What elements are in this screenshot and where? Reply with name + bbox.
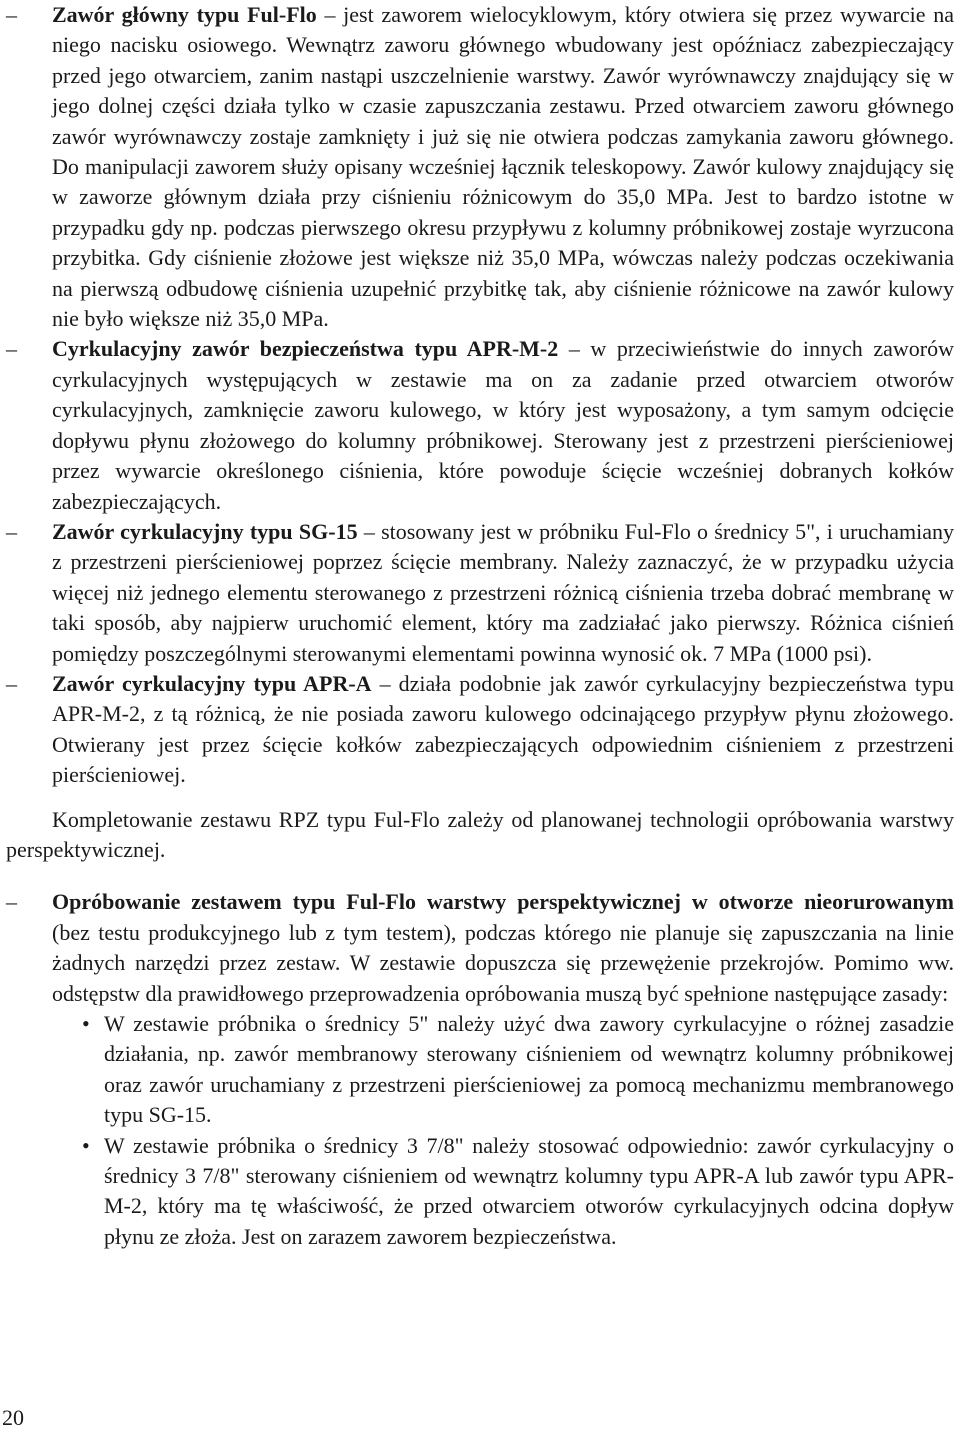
list-item: [6, 334, 954, 516]
item-text: – stosowany jest w próbniku Ful-Flo o średnicy 5", i uruchamiany z przestrzeni pierścieniowej poprzez ścięcie membrany. Należy zaznaczyć, że w przypadku użycia więcej niż jednego elementu sterowanego z przestrzeni różnicą ciśnienia trzeba dobrać membranę w taki sposób, aby najpierw uruchomić element, który ma zadziałać jako pierwszy. Różnica ciśnień pomiędzy poszczególnymi sterowanymi elementami powinna wynosić ok. 7 MPa (1000 psi).: [52, 518, 954, 666]
item-text: – w przeciwieństwie do innych zaworów cyrkulacyjnych występujących w zestawie ma on za zadanie przed otwarciem otworów cyrkulacyjnych, zamknięcie zaworu kulowego, w który jest wyposażony, a tym samym odcięcie dopływu płynu złożowego do kolumny próbnikowej. Sterowany jest z przestrzeni pierścieniowej przez wywarcie określonego ciśnienia, które powoduje ścięcie wcześniej dobranych kołków zabezpieczających.: [52, 336, 954, 514]
dash-marker: –: [6, 2, 17, 27]
bullet-item: [52, 1009, 954, 1131]
list-item: [6, 517, 954, 669]
list-item: [6, 669, 954, 791]
bullet-icon: •: [82, 1132, 90, 1158]
list-item: [6, 0, 954, 334]
dash-marker: –: [6, 336, 17, 362]
item-term: Zawór cyrkulacyjny typu APR-A: [52, 670, 372, 696]
item-term: Cyrkulacyjny zawór bezpieczeństwa typu APR-M-2: [52, 336, 559, 362]
dash-marker: –: [6, 889, 17, 915]
bullet-list: [52, 1009, 954, 1252]
bullet-item: [52, 1131, 954, 1253]
item-text: (bez testu produkcyjnego lub z tym testem), podczas którego nie planuje się zapuszczania na linie żadnych narzędzi przez zestaw. W zestawie dopuszcza się przewężenie przekrojów. Pomimo ww. odstępstw dla prawidłowego przeprowadzenia opróbowania muszą być spełnione następujące zasady:: [52, 919, 954, 1006]
body-paragraph: Kompletowanie zestawu RPZ typu Ful-Flo zależy od planowanej technologii opróbowania warstwy perspektywicznej.: [6, 806, 954, 862]
item-term: Zawór główny typu Ful-Flo: [52, 2, 317, 27]
item-term: Zawór cyrkulacyjny typu SG-15: [52, 518, 358, 544]
dash-marker: –: [6, 670, 17, 696]
bullet-text: W zestawie próbnika o średnicy 3 7/8" należy stosować odpowiednio: zawór cyrkulacyjny o średnicy 3 7/8" sterowany ciśnieniem od wewnątrz kolumny typu APR-A lub zawór typu APR-M-2, który ma tę właściwość, że przed otwarciem otworów cyrkulacyjnych odcina dopływ płynu ze złoża. Jest on zarazem zaworem bezpieczeństwa.: [104, 1132, 954, 1249]
list-item: [6, 887, 954, 1252]
bullet-icon: •: [82, 1011, 90, 1036]
page-content: [6, 0, 954, 1252]
item-term: Opróbowanie zestawem typu Ful-Flo warstwy perspektywicznej w otworze nieorurowanym: [52, 889, 954, 915]
page-number: 20: [2, 1405, 24, 1430]
item-text: – jest zaworem wielocyklowym, który otwiera się przez wywarcie na niego nacisku osiowego. Wewnątrz zaworu głównego wbudowany jest opóźniacz zabezpieczający przed jego otwarciem, zanim nastąpi uszczelnienie warstwy. Zawór wyrównawczy znajdujący się w jego dolnej części działa tylko w czasie zapuszczania zestawu. Przed otwarciem zaworu głównego zawór wyrównawczy zostaje zamknięty i już się nie otwiera podczas zamykania zaworu głównego. Do manipulacji zaworem służy opisany wcześniej łącznik teleskopowy. Zawór kulowy znajdujący się w zaworze głównym działa przy ciśnieniu różnicowym do 35,0 MPa. Jest to bardzo istotne w przypadku gdy np. podczas pierwszego okresu przypływu z kolumny próbnikowej zostaje wyrzucona przybitka. Gdy ciśnienie złożowe jest większe niż 35,0 MPa, wówczas należy podczas oczekiwania na pierwszą odbudowę ciśnienia uzupełnić przybitkę tak, aby ciśnienie różnicowe na zawór kulowy nie było większe niż 35,0 MPa.: [52, 2, 954, 332]
dash-marker: –: [6, 518, 17, 544]
item-text: – działa podobnie jak zawór cyrkulacyjny bezpieczeństwa typu APR-M-2, z tą różnicą, że nie posiada zaworu kulowego odcinającego przypływ płynu złożowego. Otwierany jest przez ścięcie kołków zabezpieczających odpowiednim ciśnieniem z przestrzeni pierścieniowej.: [52, 670, 954, 788]
bullet-text: W zestawie próbnika o średnicy 5" należy użyć dwa zawory cyrkulacyjne o różnej zasadzie działania, np. zawór membranowy sterowany ciśnieniem od wewnątrz kolumny próbnikowej oraz zawór uruchamiany z przestrzeni pierścieniowej za pomocą mechanizmu membranowego typu SG-15.: [104, 1011, 954, 1128]
